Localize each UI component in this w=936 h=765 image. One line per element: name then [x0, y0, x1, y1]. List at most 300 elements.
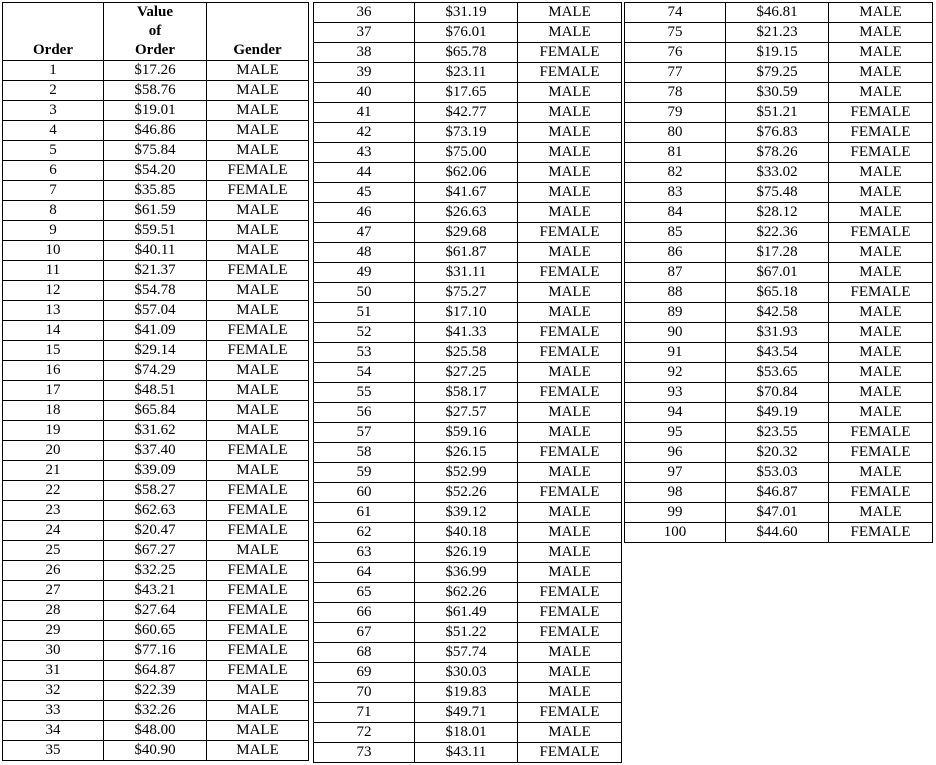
gender-cell: MALE [518, 23, 622, 43]
table-row [314, 223, 622, 243]
gender-cell: FEMALE [518, 263, 622, 283]
table-row [314, 483, 622, 503]
order-value-cell: $19.83 [415, 683, 518, 703]
order-value-cell: $51.21 [726, 103, 829, 123]
gender-cell: FEMALE [207, 641, 309, 661]
table-row [625, 203, 933, 223]
table-row [625, 283, 933, 303]
gender-cell: MALE [829, 303, 933, 323]
order-number-cell: 89 [625, 303, 726, 323]
table-row [3, 221, 309, 241]
gender-cell: MALE [518, 423, 622, 443]
order-value-cell: $17.28 [726, 243, 829, 263]
gender-cell: MALE [207, 81, 309, 101]
gender-cell: MALE [518, 103, 622, 123]
order-value-cell: $65.18 [726, 283, 829, 303]
gender-cell: FEMALE [518, 623, 622, 643]
gender-cell: MALE [207, 421, 309, 441]
gender-cell: FEMALE [518, 583, 622, 603]
order-value-cell: $52.26 [415, 483, 518, 503]
order-value-cell: $17.26 [104, 61, 207, 81]
table-row [3, 161, 309, 181]
table-row [625, 303, 933, 323]
order-number-cell: 62 [314, 523, 415, 543]
order-value-cell: $53.65 [726, 363, 829, 383]
order-number-cell: 58 [314, 443, 415, 463]
gender-cell: FEMALE [829, 443, 933, 463]
gender-cell: MALE [829, 183, 933, 203]
table-body [314, 3, 622, 763]
gender-cell: FEMALE [518, 603, 622, 623]
order-number-cell: 10 [3, 241, 104, 261]
order-value-cell: $37.40 [104, 441, 207, 461]
gender-cell: MALE [207, 221, 309, 241]
gender-cell: FEMALE [829, 103, 933, 123]
order-value-cell: $43.11 [415, 743, 518, 763]
table-row [625, 43, 933, 63]
table-row [314, 723, 622, 743]
order-value-cell: $62.06 [415, 163, 518, 183]
order-value-cell: $17.10 [415, 303, 518, 323]
order-value-cell: $58.27 [104, 481, 207, 501]
order-value-cell: $27.57 [415, 403, 518, 423]
table-row [314, 403, 622, 423]
table-row [3, 61, 309, 81]
order-number-cell: 51 [314, 303, 415, 323]
table-row [3, 361, 309, 381]
table-row [3, 321, 309, 341]
table-row [625, 123, 933, 143]
table-row [314, 203, 622, 223]
gender-cell: FEMALE [829, 283, 933, 303]
table-row [314, 243, 622, 263]
order-value-cell: $30.03 [415, 663, 518, 683]
table-row [314, 23, 622, 43]
order-value-cell: $21.37 [104, 261, 207, 281]
gender-cell: FEMALE [518, 63, 622, 83]
gender-cell: FEMALE [207, 161, 309, 181]
order-number-cell: 25 [3, 541, 104, 561]
order-value-cell: $76.83 [726, 123, 829, 143]
order-value-cell: $31.62 [104, 421, 207, 441]
order-number-cell: 53 [314, 343, 415, 363]
gender-cell: MALE [829, 203, 933, 223]
order-number-cell: 12 [3, 281, 104, 301]
order-number-cell: 78 [625, 83, 726, 103]
order-value-cell: $46.81 [726, 3, 829, 23]
gender-cell: FEMALE [829, 423, 933, 443]
order-number-cell: 24 [3, 521, 104, 541]
table-row [3, 541, 309, 561]
table-row [314, 3, 622, 23]
order-value-cell: $65.84 [104, 401, 207, 421]
table-row [625, 223, 933, 243]
order-value-cell: $36.99 [415, 563, 518, 583]
gender-cell: FEMALE [829, 123, 933, 143]
order-number-cell: 4 [3, 121, 104, 141]
gender-cell: MALE [829, 43, 933, 63]
order-number-cell: 97 [625, 463, 726, 483]
order-number-cell: 57 [314, 423, 415, 443]
gender-cell: FEMALE [518, 443, 622, 463]
order-value-cell: $49.19 [726, 403, 829, 423]
table-row [3, 701, 309, 721]
order-number-cell: 92 [625, 363, 726, 383]
table-row [314, 623, 622, 643]
gender-cell: FEMALE [518, 703, 622, 723]
order-value-cell: $17.65 [415, 83, 518, 103]
order-number-cell: 41 [314, 103, 415, 123]
order-number-cell: 76 [625, 43, 726, 63]
gender-cell: MALE [829, 23, 933, 43]
table-row [314, 423, 622, 443]
gender-cell: MALE [829, 343, 933, 363]
order-value-cell: $67.01 [726, 263, 829, 283]
order-number-cell: 70 [314, 683, 415, 703]
gender-cell: FEMALE [518, 43, 622, 63]
order-value-cell: $22.36 [726, 223, 829, 243]
order-value-cell: $75.48 [726, 183, 829, 203]
order-number-cell: 82 [625, 163, 726, 183]
order-number-cell: 59 [314, 463, 415, 483]
order-value-cell: $42.58 [726, 303, 829, 323]
order-value-cell: $65.78 [415, 43, 518, 63]
order-value-cell: $43.21 [104, 581, 207, 601]
order-number-cell: 96 [625, 443, 726, 463]
order-number-cell: 66 [314, 603, 415, 623]
order-value-cell: $27.64 [104, 601, 207, 621]
order-number-cell: 33 [3, 701, 104, 721]
order-number-cell: 81 [625, 143, 726, 163]
gender-cell: MALE [518, 143, 622, 163]
table-row [3, 441, 309, 461]
order-value-cell: $35.85 [104, 181, 207, 201]
orders-table-block-2 [313, 2, 622, 763]
order-number-cell: 8 [3, 201, 104, 221]
gender-cell: MALE [518, 283, 622, 303]
order-number-cell: 47 [314, 223, 415, 243]
table-row [3, 81, 309, 101]
header-row [3, 3, 309, 61]
order-number-cell: 30 [3, 641, 104, 661]
table-row [314, 563, 622, 583]
table-row [3, 421, 309, 441]
gender-cell: MALE [207, 241, 309, 261]
order-number-cell: 56 [314, 403, 415, 423]
gender-cell: FEMALE [207, 481, 309, 501]
table-row [3, 241, 309, 261]
gender-cell: MALE [207, 361, 309, 381]
order-value-cell: $26.63 [415, 203, 518, 223]
table-row [3, 521, 309, 541]
gender-cell: FEMALE [207, 181, 309, 201]
order-value-cell: $76.01 [415, 23, 518, 43]
gender-cell: MALE [829, 83, 933, 103]
order-number-cell: 40 [314, 83, 415, 103]
order-number-cell: 35 [3, 741, 104, 761]
table-row [625, 3, 933, 23]
gender-cell: MALE [518, 503, 622, 523]
table-row [3, 581, 309, 601]
order-value-cell: $70.84 [726, 383, 829, 403]
gender-cell: MALE [829, 403, 933, 423]
gender-cell: FEMALE [518, 343, 622, 363]
order-number-cell: 84 [625, 203, 726, 223]
order-value-cell: $47.01 [726, 503, 829, 523]
order-value-cell: $39.12 [415, 503, 518, 523]
table-row [3, 621, 309, 641]
table-row [3, 721, 309, 741]
table-row [625, 263, 933, 283]
order-value-cell: $26.15 [415, 443, 518, 463]
order-number-cell: 69 [314, 663, 415, 683]
gender-cell: MALE [518, 683, 622, 703]
gender-cell: FEMALE [518, 483, 622, 503]
table-row [314, 463, 622, 483]
order-number-cell: 48 [314, 243, 415, 263]
order-value-cell: $27.25 [415, 363, 518, 383]
table-row [314, 43, 622, 63]
gender-cell: FEMALE [207, 441, 309, 461]
order-number-cell: 45 [314, 183, 415, 203]
order-value-cell: $77.16 [104, 641, 207, 661]
gender-cell: MALE [518, 563, 622, 583]
order-number-cell: 72 [314, 723, 415, 743]
order-value-cell: $54.78 [104, 281, 207, 301]
order-number-cell: 85 [625, 223, 726, 243]
gender-cell: MALE [207, 381, 309, 401]
gender-cell: FEMALE [207, 521, 309, 541]
order-number-cell: 52 [314, 323, 415, 343]
order-value-cell: $73.19 [415, 123, 518, 143]
order-value-cell: $48.51 [104, 381, 207, 401]
gender-cell: MALE [829, 263, 933, 283]
table-row [625, 363, 933, 383]
order-number-cell: 20 [3, 441, 104, 461]
table-row [3, 381, 309, 401]
gender-cell: MALE [207, 101, 309, 121]
order-number-cell: 91 [625, 343, 726, 363]
table-row [314, 323, 622, 343]
gender-cell: MALE [518, 303, 622, 323]
order-value-cell: $19.01 [104, 101, 207, 121]
table-row [625, 243, 933, 263]
table-row [3, 101, 309, 121]
gender-cell: MALE [518, 643, 622, 663]
order-value-cell: $54.20 [104, 161, 207, 181]
order-value-cell: $29.68 [415, 223, 518, 243]
gender-cell: FEMALE [518, 223, 622, 243]
table-row [3, 461, 309, 481]
gender-cell: FEMALE [518, 323, 622, 343]
order-number-cell: 5 [3, 141, 104, 161]
order-number-cell: 54 [314, 363, 415, 383]
header-gender: Gender [207, 3, 309, 61]
table-row [3, 341, 309, 361]
order-number-cell: 61 [314, 503, 415, 523]
gender-cell: FEMALE [829, 483, 933, 503]
order-number-cell: 26 [3, 561, 104, 581]
table-row [314, 343, 622, 363]
order-value-cell: $74.29 [104, 361, 207, 381]
order-number-cell: 19 [3, 421, 104, 441]
order-number-cell: 22 [3, 481, 104, 501]
order-value-cell: $79.25 [726, 63, 829, 83]
order-number-cell: 46 [314, 203, 415, 223]
orders-table-block-3 [624, 2, 933, 543]
table-row [314, 743, 622, 763]
table-row [314, 263, 622, 283]
gender-cell: MALE [518, 183, 622, 203]
table-row [625, 103, 933, 123]
order-number-cell: 73 [314, 743, 415, 763]
table-row [314, 383, 622, 403]
order-value-cell: $26.19 [415, 543, 518, 563]
order-value-cell: $40.90 [104, 741, 207, 761]
order-value-cell: $33.02 [726, 163, 829, 183]
order-value-cell: $41.67 [415, 183, 518, 203]
order-value-cell: $28.12 [726, 203, 829, 223]
order-value-cell: $44.60 [726, 523, 829, 543]
order-number-cell: 100 [625, 523, 726, 543]
table-row [314, 643, 622, 663]
order-value-cell: $21.23 [726, 23, 829, 43]
order-number-cell: 27 [3, 581, 104, 601]
order-number-cell: 65 [314, 583, 415, 603]
order-value-cell: $78.26 [726, 143, 829, 163]
order-value-cell: $62.26 [415, 583, 518, 603]
table-row [314, 283, 622, 303]
gender-cell: MALE [207, 301, 309, 321]
order-number-cell: 31 [3, 661, 104, 681]
gender-cell: MALE [518, 403, 622, 423]
gender-cell: MALE [207, 401, 309, 421]
table-row [625, 403, 933, 423]
table-row [3, 561, 309, 581]
order-number-cell: 21 [3, 461, 104, 481]
order-value-cell: $52.99 [415, 463, 518, 483]
order-number-cell: 98 [625, 483, 726, 503]
gender-cell: FEMALE [518, 743, 622, 763]
order-number-cell: 29 [3, 621, 104, 641]
order-value-cell: $40.18 [415, 523, 518, 543]
order-value-cell: $46.87 [726, 483, 829, 503]
table-row [3, 681, 309, 701]
order-number-cell: 6 [3, 161, 104, 181]
table-row [3, 661, 309, 681]
order-value-cell: $62.63 [104, 501, 207, 521]
order-value-cell: $31.11 [415, 263, 518, 283]
order-number-cell: 77 [625, 63, 726, 83]
table-row [314, 543, 622, 563]
table-row [3, 481, 309, 501]
order-value-cell: $61.49 [415, 603, 518, 623]
order-number-cell: 74 [625, 3, 726, 23]
order-number-cell: 23 [3, 501, 104, 521]
table-row [3, 601, 309, 621]
table-row [314, 703, 622, 723]
table-row [314, 103, 622, 123]
order-value-cell: $58.17 [415, 383, 518, 403]
table-row [3, 141, 309, 161]
table-row [314, 523, 622, 543]
header-order: Order [3, 3, 104, 61]
gender-cell: MALE [518, 83, 622, 103]
table-row [314, 183, 622, 203]
gender-cell: MALE [207, 281, 309, 301]
gender-cell: MALE [207, 721, 309, 741]
order-number-cell: 55 [314, 383, 415, 403]
table-row [625, 523, 933, 543]
order-value-cell: $31.19 [415, 3, 518, 23]
gender-cell: MALE [829, 243, 933, 263]
order-number-cell: 16 [3, 361, 104, 381]
gender-cell: MALE [518, 463, 622, 483]
order-value-cell: $19.15 [726, 43, 829, 63]
order-number-cell: 95 [625, 423, 726, 443]
order-value-cell: $32.26 [104, 701, 207, 721]
gender-cell: MALE [207, 61, 309, 81]
order-number-cell: 11 [3, 261, 104, 281]
order-value-cell: $29.14 [104, 341, 207, 361]
order-number-cell: 2 [3, 81, 104, 101]
gender-cell: FEMALE [207, 501, 309, 521]
table-row [3, 181, 309, 201]
order-number-cell: 63 [314, 543, 415, 563]
gender-cell: MALE [829, 323, 933, 343]
gender-cell: MALE [207, 701, 309, 721]
order-value-cell: $64.87 [104, 661, 207, 681]
order-number-cell: 50 [314, 283, 415, 303]
order-value-cell: $43.54 [726, 343, 829, 363]
table-row [625, 383, 933, 403]
order-number-cell: 80 [625, 123, 726, 143]
table-row [3, 261, 309, 281]
order-value-cell: $18.01 [415, 723, 518, 743]
table-row [625, 443, 933, 463]
order-number-cell: 75 [625, 23, 726, 43]
gender-cell: MALE [207, 461, 309, 481]
order-number-cell: 17 [3, 381, 104, 401]
table-row [625, 323, 933, 343]
order-number-cell: 90 [625, 323, 726, 343]
table-row [625, 143, 933, 163]
order-number-cell: 67 [314, 623, 415, 643]
order-value-cell: $51.22 [415, 623, 518, 643]
order-number-cell: 42 [314, 123, 415, 143]
order-value-cell: $41.33 [415, 323, 518, 343]
order-number-cell: 15 [3, 341, 104, 361]
gender-cell: MALE [829, 383, 933, 403]
order-number-cell: 37 [314, 23, 415, 43]
gender-cell: MALE [518, 203, 622, 223]
order-value-cell: $75.00 [415, 143, 518, 163]
table-row [314, 683, 622, 703]
gender-cell: MALE [207, 741, 309, 761]
order-number-cell: 3 [3, 101, 104, 121]
table-row [314, 303, 622, 323]
gender-cell: FEMALE [207, 561, 309, 581]
table-row [3, 121, 309, 141]
gender-cell: MALE [829, 463, 933, 483]
table-row [314, 363, 622, 383]
table-row [3, 641, 309, 661]
order-value-cell: $40.11 [104, 241, 207, 261]
order-number-cell: 68 [314, 643, 415, 663]
gender-cell: MALE [829, 363, 933, 383]
order-number-cell: 86 [625, 243, 726, 263]
order-value-cell: $30.59 [726, 83, 829, 103]
